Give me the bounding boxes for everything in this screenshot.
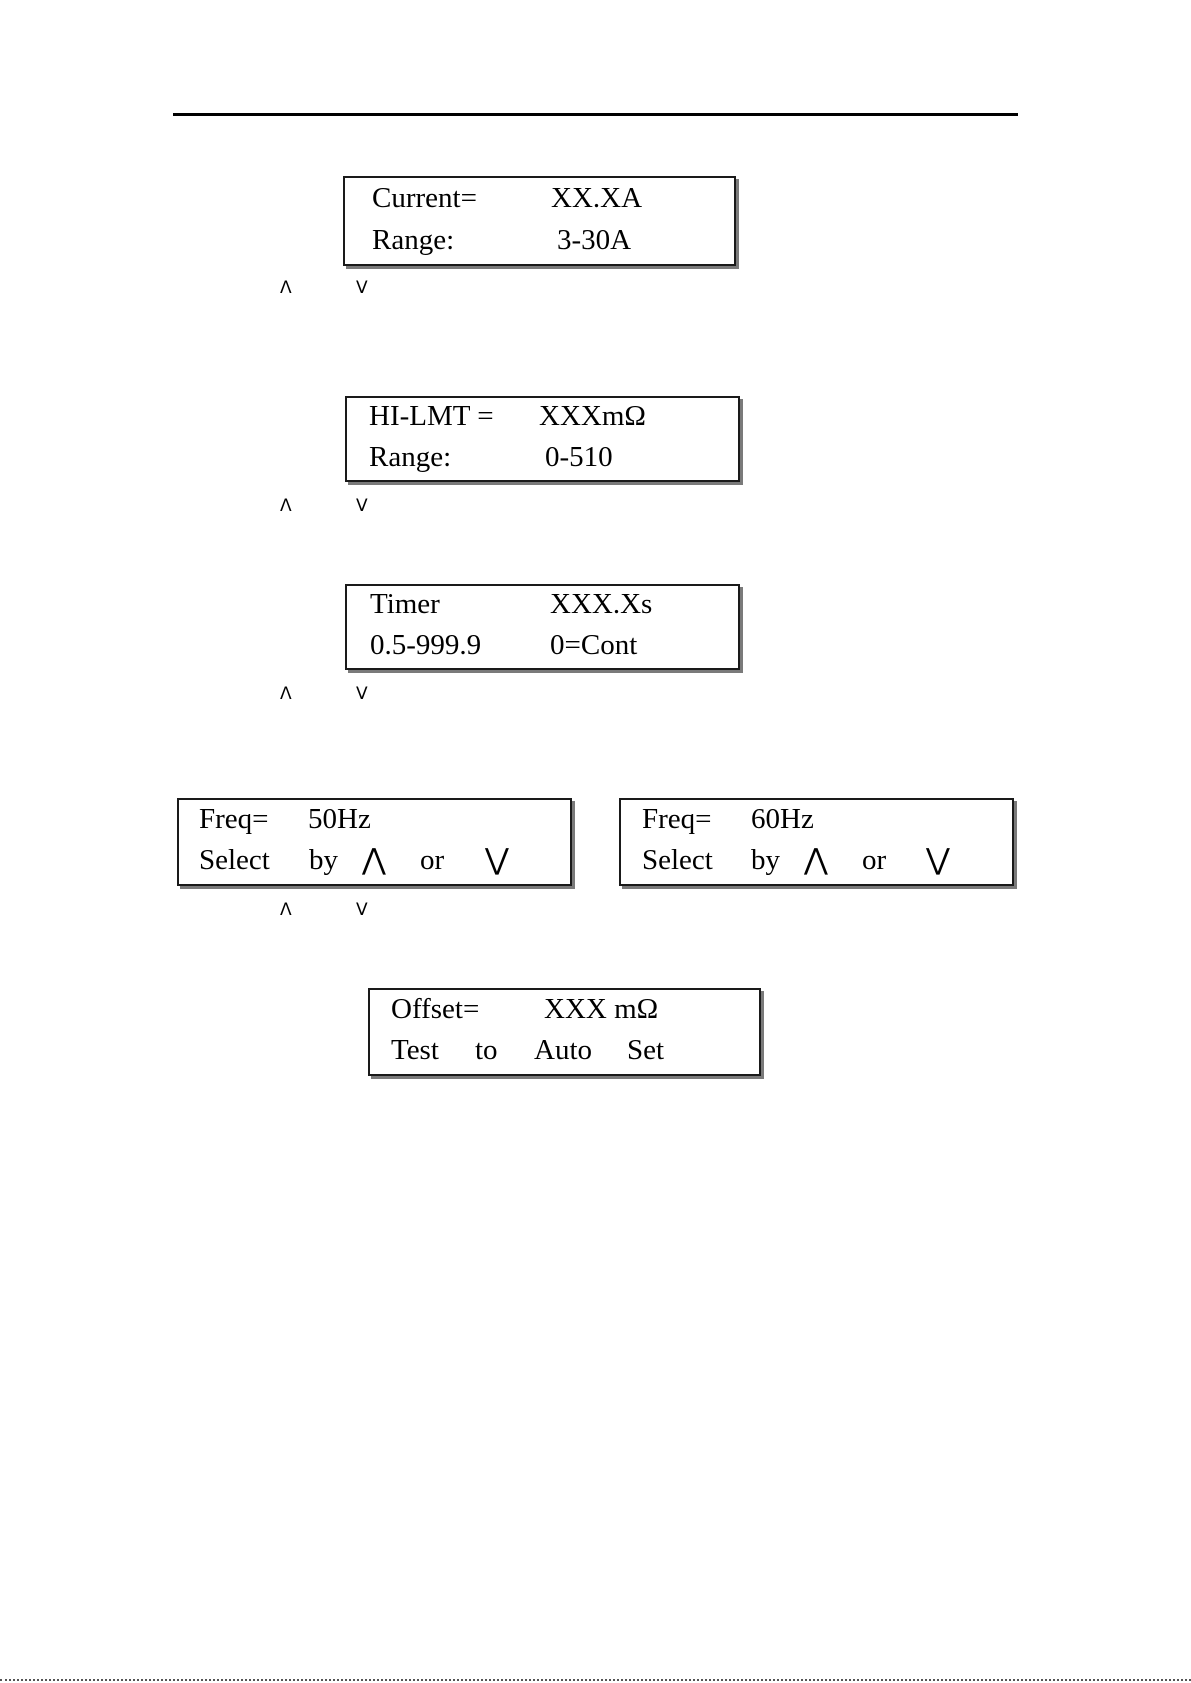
current-label: Current= bbox=[372, 182, 477, 214]
offset-word-to: to bbox=[475, 1034, 498, 1066]
timer-range: 0.5-999.9 bbox=[370, 629, 482, 661]
select-text: Select bbox=[199, 844, 270, 876]
freq-label: Freq= bbox=[199, 803, 269, 835]
hi-lmt-keys bbox=[280, 496, 400, 518]
or-text: or bbox=[420, 844, 445, 876]
up-arrow-icon: Λ bbox=[280, 900, 292, 920]
timer-display bbox=[345, 584, 740, 670]
hi-lmt-range-value: 0-510 bbox=[545, 441, 613, 473]
freq-60hz-display bbox=[619, 798, 1014, 886]
timer-value: XXX.Xs bbox=[550, 588, 653, 620]
freq-value: 60Hz bbox=[751, 803, 814, 835]
down-arrow-icon: V bbox=[356, 496, 368, 516]
up-arrow-icon: Λ bbox=[280, 684, 292, 704]
hi-lmt-label: HI-LMT = bbox=[369, 400, 494, 432]
timer-label: Timer bbox=[370, 588, 440, 620]
timer-keys bbox=[280, 684, 400, 706]
offset-value: XXX mΩ bbox=[544, 993, 659, 1025]
up-arrow-icon: ⋀ bbox=[362, 844, 386, 876]
freq-label: Freq= bbox=[642, 803, 712, 835]
or-text: or bbox=[862, 844, 887, 876]
freq-value: 50Hz bbox=[308, 803, 371, 835]
up-arrow-icon: Λ bbox=[280, 496, 292, 516]
hi-lmt-range-label: Range: bbox=[369, 441, 452, 473]
down-arrow-icon: V bbox=[356, 684, 368, 704]
up-arrow-icon: ⋀ bbox=[804, 844, 828, 876]
hi-lmt-value: XXXmΩ bbox=[539, 400, 646, 432]
down-arrow-icon: V bbox=[356, 900, 368, 920]
current-display bbox=[343, 176, 736, 266]
select-text: Select bbox=[642, 844, 713, 876]
down-arrow-icon: ⋁ bbox=[926, 844, 950, 876]
freq-50hz-display bbox=[177, 798, 572, 886]
offset-label: Offset= bbox=[391, 993, 480, 1025]
offset-display bbox=[368, 988, 761, 1076]
current-range-value: 3-30A bbox=[557, 224, 632, 256]
bottom-rule bbox=[0, 1679, 1191, 1681]
freq-keys bbox=[280, 900, 400, 922]
by-text: by bbox=[751, 844, 780, 876]
offset-word-auto: Auto bbox=[534, 1034, 592, 1066]
current-range-label: Range: bbox=[372, 224, 455, 256]
up-arrow-icon: Λ bbox=[280, 278, 292, 298]
current-keys bbox=[280, 278, 400, 300]
offset-word-set: Set bbox=[627, 1034, 665, 1066]
offset-word-test: Test bbox=[391, 1034, 439, 1066]
hi-lmt-display bbox=[345, 396, 740, 482]
by-text: by bbox=[309, 844, 338, 876]
down-arrow-icon: ⋁ bbox=[485, 844, 509, 876]
timer-continuous-note: 0=Cont bbox=[550, 629, 638, 661]
down-arrow-icon: V bbox=[356, 278, 368, 298]
current-value: XX.XA bbox=[551, 182, 643, 214]
header-rule bbox=[173, 113, 1018, 116]
